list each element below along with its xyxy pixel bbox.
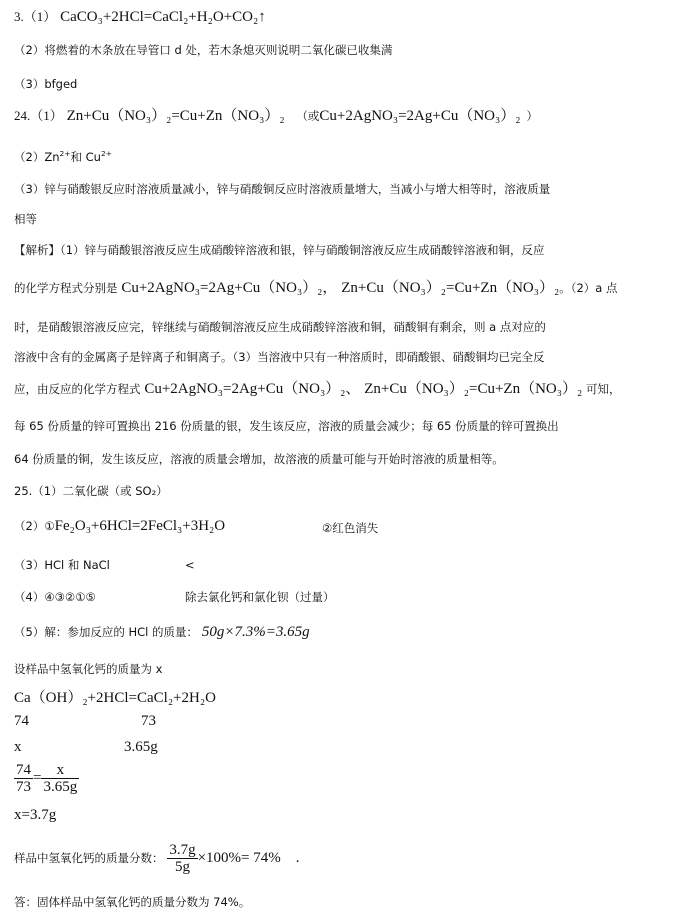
solution-x: x: [14, 739, 22, 755]
q24-line2: $(2)Zn^{2+}$和 $Cu^{2+}$: [14, 149, 112, 164]
equation: 50g×7.3%=3.65g: [201, 624, 310, 640]
analysis-line6: 每 65 份质量的锌可置换出 216 份质量的银，发生该反应，溶液的质量会减少；每 65 份质量的锌可置换出: [14, 419, 559, 433]
equation: Cu+2AgNO₃=2Ag+Cu（NO₃）₂、: [144, 381, 361, 397]
q25-line3-b: <: [185, 558, 195, 572]
analysis-line5: 应，由反应的化学方程式 Cu+2AgNO₃=2Ag+Cu（NO₃）₂、 Zn+Cu（NO₃）₂=Cu+Zn（NO₃）₂ 可知，: [14, 381, 621, 397]
solution-percentage: 样品中氢氧化钙的质量分数： $\frac{3.7g}{5g}$ ×100%= 74% .: [14, 842, 300, 875]
q24-line3b: 相等: [14, 212, 37, 226]
solution-mass-74: 74: [14, 713, 29, 729]
equation: CaCO₃+2HCl=CaCl₂+H₂O+CO₂↑: [60, 9, 266, 25]
equation: Fe₂O₃+6HCl=2FeCl₃+3H₂O: [54, 518, 226, 534]
equation: Cu+2AgNO₃=2Ag+Cu（NO₃）₂，: [121, 280, 338, 296]
q25-line3: （3）HCl 和 NaCl: [14, 558, 110, 572]
q25-line2: （2）①Fe₂O₃+6HCl=2FeCl₃+3H₂O: [14, 518, 226, 534]
q25-line2-b: ②红色消失: [322, 521, 379, 535]
q3-line2: （2）将燃着的木条放在导管口 d 处，若木条熄灭则说明二氧化碳已收集满: [14, 43, 393, 57]
q25-line1: 25.（1）二氧化碳（或 SO₂）: [14, 484, 168, 498]
equation: Cu+2AgNO₃=2Ag+Cu（NO₃）₂: [319, 108, 521, 124]
solution-result: x=3.7g: [14, 807, 57, 823]
analysis-line2: 的化学方程式分别是 Cu+2AgNO₃=2Ag+Cu（NO₃）₂， Zn+Cu（NO₃）₂=Cu+Zn（NO₃）₂。（2）a 点: [14, 280, 618, 296]
solution-proportion: $\frac{74}{73}$ = $\frac{x}{3.65g}$: [16, 762, 78, 795]
analysis-line1: 【解析】（1）锌与硝酸银溶液反应生成硝酸锌溶液和银，锌与硝酸铜溶液反应生成硝酸锌溶液和铜，反应: [14, 243, 545, 257]
solution-answer: 答：固体样品中氢氧化钙的质量分数为 74%。: [14, 895, 251, 909]
q24-line1: 24.（1） Zn+Cu（NO₃）₂=Cu+Zn（NO₃）₂ （或Cu+2AgNO₃=2Ag+Cu（NO₃）₂ ）: [14, 108, 538, 124]
solution-set: 设样品中氢氧化钙的质量为 x: [14, 662, 163, 676]
solution-mass-73: 73: [141, 713, 156, 729]
q3-line1: 3.（1） CaCO₃+2HCl=CaCl₂+H₂O+CO₂↑: [14, 9, 266, 25]
equation: Zn+Cu（NO₃）₂=Cu+Zn（NO₃）₂: [364, 381, 583, 397]
equation: Zn+Cu（NO₃）₂=Cu+Zn（NO₃）₂: [341, 280, 560, 296]
q25-line4-b: 除去氯化钙和氯化钡（过量）: [185, 590, 335, 604]
solution-value: 3.65g: [124, 739, 158, 755]
q3-line3: （3）bfged: [14, 77, 78, 91]
fraction: $\frac{x}{3.65g}$: [43, 762, 78, 795]
analysis-line7: 64 份质量的铜，发生该反应，溶液的质量会增加，故溶液的质量可能与开始时溶液的质量相等。: [14, 452, 504, 466]
fraction: $\frac{74}{73}$: [16, 762, 31, 795]
solution-equation: Ca（OH）₂+2HCl=CaCl₂+2H₂O: [14, 690, 216, 706]
equation: Zn+Cu（NO₃）₂=Cu+Zn（NO₃）₂: [66, 108, 285, 124]
q24-line3: （3）锌与硝酸银反应时溶液质量减小，锌与硝酸铜反应时溶液质量增大，当减小与增大相等时，溶液质量: [14, 182, 551, 196]
fraction: $\frac{3.7g}{5g}$: [169, 842, 196, 875]
analysis-line4: 溶液中含有的金属离子是锌离子和铜离子。（3）当溶液中只有一种溶质时，即硝酸银、硝酸铜均已完全反: [14, 350, 545, 364]
analysis-line3: 时，是硝酸银溶液反应完，锌继续与硝酸铜溶液反应生成硝酸锌溶液和铜，硝酸铜有剩余，则 a 点对应的: [14, 320, 546, 334]
q25-line4: （4）④③②①⑤: [14, 590, 96, 604]
q25-line5: （5）解：参加反应的 HCl 的质量： 50g×7.3%=3.65g: [14, 624, 310, 640]
